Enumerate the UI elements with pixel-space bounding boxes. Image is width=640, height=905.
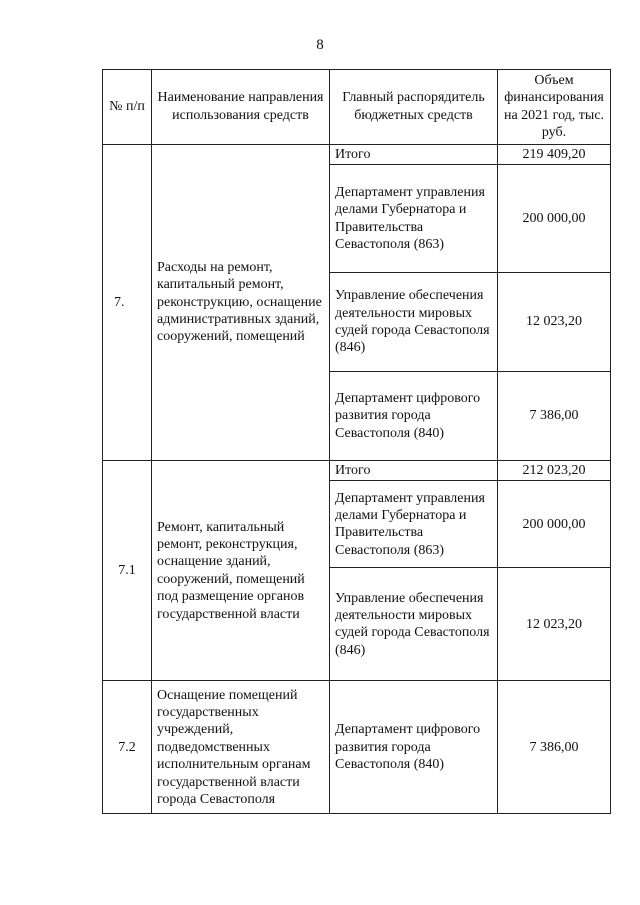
budget-manager: Итого [330,461,498,481]
funding-amount: 12 023,20 [498,568,611,681]
row-number: 7.2 [103,681,152,814]
budget-manager: Итого [330,144,498,164]
funding-amount: 7 386,00 [498,681,611,814]
row-number: 7.1 [103,461,152,681]
table-header-row [103,70,611,145]
budget-manager: Департамент управления делами Губернатора и Правительства Севастополя (863) [330,481,498,568]
budget-manager: Департамент цифрового развития города Севастополя (840) [330,372,498,461]
table-row [103,144,611,164]
funding-amount: 219 409,20 [498,144,611,164]
funding-amount: 212 023,20 [498,461,611,481]
funding-amount: 200 000,00 [498,481,611,568]
purpose-name: Оснащение помещений государственных учреждений, подведомственных исполнительным органам государственной власти города Севастополя [152,681,330,814]
header-budget-manager: Главный распорядитель бюджетных средств [330,70,498,145]
budget-manager: Департамент цифрового развития города Севастополя (840) [330,681,498,814]
page-number: 8 [316,37,324,53]
header-funding-amount: Объем финансирования на 2021 год, тыс. руб. [498,70,611,145]
budget-allocation-table [102,69,611,814]
budget-manager: Управление обеспечения деятельности мировых судей города Севастополя (846) [330,273,498,372]
budget-manager: Департамент управления делами Губернатора и Правительства Севастополя (863) [330,165,498,273]
header-number: № п/п [103,70,152,145]
funding-amount: 12 023,20 [498,273,611,372]
table-row [103,461,611,481]
funding-amount: 7 386,00 [498,372,611,461]
budget-manager: Управление обеспечения деятельности мировых судей города Севастополя (846) [330,568,498,681]
header-purpose-name: Наименование направления использования средств [152,70,330,145]
purpose-name: Расходы на ремонт, капитальный ремонт, реконструкцию, оснащение административных зданий, сооружений, помещений [152,144,330,460]
table-row [103,681,611,814]
row-number: 7. [103,144,152,460]
funding-amount: 200 000,00 [498,165,611,273]
purpose-name: Ремонт, капитальный ремонт, реконструкция, оснащение зданий, сооружений, помещений под размещение органов государственной власти [152,461,330,681]
